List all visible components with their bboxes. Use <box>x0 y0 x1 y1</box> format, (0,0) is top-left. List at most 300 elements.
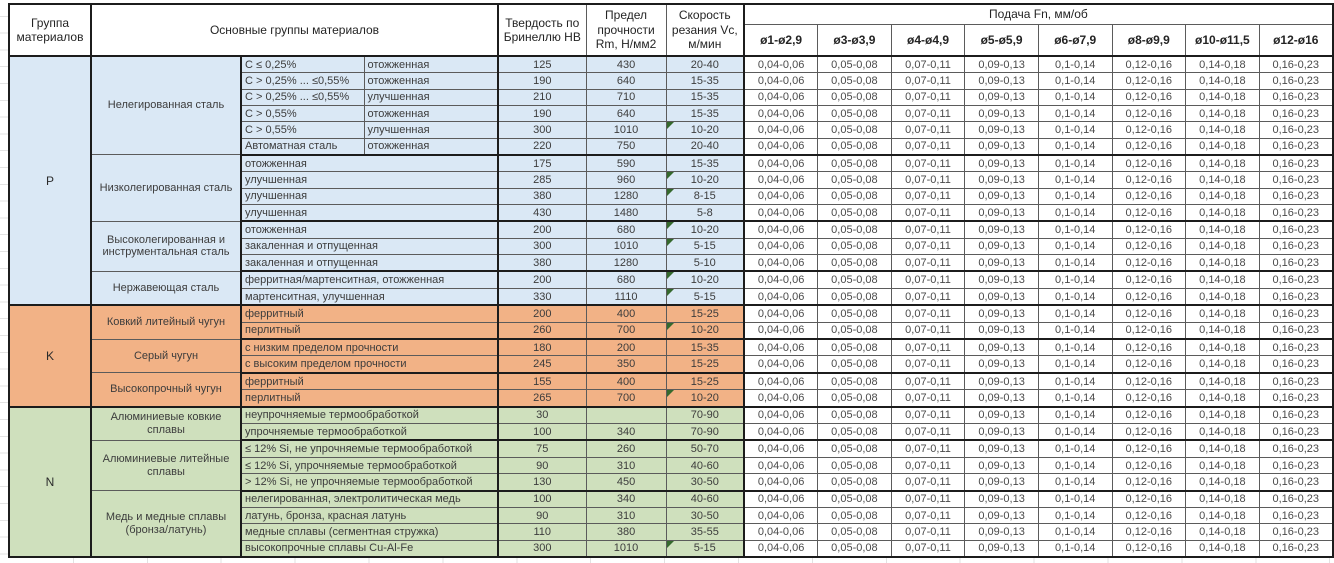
condition-cell[interactable]: улучшенная <box>241 204 498 221</box>
material-subgroup-cell[interactable]: Высокопрочный чугун <box>91 373 241 407</box>
hardness-cell[interactable]: 300 <box>498 540 586 557</box>
speed-cell[interactable]: 70-90 <box>666 424 744 441</box>
header-hardness[interactable]: Твердость по Бринеллю HB <box>498 4 586 56</box>
speed-cell[interactable]: 8-15 <box>666 188 744 204</box>
feed-cell[interactable]: 0,12-0,16 <box>1112 440 1186 457</box>
feed-cell[interactable]: 0,1-0,14 <box>1038 238 1112 254</box>
feed-cell[interactable]: 0,05-0,08 <box>818 255 892 272</box>
feed-cell[interactable]: 0,12-0,16 <box>1112 424 1186 441</box>
strength-cell[interactable]: 750 <box>586 138 666 155</box>
feed-cell[interactable]: 0,05-0,08 <box>818 105 892 121</box>
feed-cell[interactable]: 0,04-0,06 <box>744 339 818 356</box>
condition-cell[interactable]: C > 0,25% ... ≤0,55% <box>241 89 364 105</box>
feed-cell[interactable]: 0,07-0,11 <box>891 155 965 172</box>
condition-cell[interactable]: с высоким пределом прочности <box>241 356 498 373</box>
feed-cell[interactable]: 0,12-0,16 <box>1112 238 1186 254</box>
feed-cell[interactable]: 0,16-0,23 <box>1259 255 1333 272</box>
speed-cell[interactable]: 5-15 <box>666 288 744 305</box>
feed-cell[interactable]: 0,05-0,08 <box>818 305 892 322</box>
feed-cell[interactable]: 0,05-0,08 <box>818 407 892 424</box>
feed-cell[interactable]: 0,07-0,11 <box>891 238 965 254</box>
treatment-cell[interactable]: отожженная <box>364 105 498 121</box>
feed-cell[interactable]: 0,09-0,13 <box>965 271 1039 288</box>
material-subgroup-cell[interactable]: Серый чугун <box>91 339 241 373</box>
feed-cell[interactable]: 0,14-0,18 <box>1186 255 1260 272</box>
feed-cell[interactable]: 0,16-0,23 <box>1259 424 1333 441</box>
header-diameter-4[interactable]: ø5-ø5,9 <box>965 24 1039 56</box>
feed-cell[interactable]: 0,09-0,13 <box>965 339 1039 356</box>
feed-cell[interactable]: 0,07-0,11 <box>891 457 965 473</box>
condition-cell[interactable]: ферритный <box>241 373 498 390</box>
header-diameter-3[interactable]: ø4-ø4,9 <box>891 24 965 56</box>
feed-cell[interactable]: 0,16-0,23 <box>1259 524 1333 540</box>
feed-cell[interactable]: 0,16-0,23 <box>1259 221 1333 238</box>
feed-cell[interactable]: 0,04-0,06 <box>744 89 818 105</box>
condition-cell[interactable]: латунь, бронза, красная латунь <box>241 507 498 523</box>
feed-cell[interactable]: 0,14-0,18 <box>1186 424 1260 441</box>
hardness-cell[interactable]: 30 <box>498 407 586 424</box>
feed-cell[interactable]: 0,12-0,16 <box>1112 73 1186 89</box>
feed-cell[interactable]: 0,1-0,14 <box>1038 322 1112 339</box>
feed-cell[interactable]: 0,09-0,13 <box>965 221 1039 238</box>
feed-cell[interactable]: 0,09-0,13 <box>965 322 1039 339</box>
feed-cell[interactable]: 0,04-0,06 <box>744 373 818 390</box>
strength-cell[interactable]: 700 <box>586 322 666 339</box>
feed-cell[interactable]: 0,14-0,18 <box>1186 172 1260 188</box>
feed-cell[interactable]: 0,04-0,06 <box>744 122 818 138</box>
condition-cell[interactable]: закаленная и отпущенная <box>241 255 498 272</box>
speed-cell[interactable]: 40-60 <box>666 491 744 508</box>
feed-cell[interactable]: 0,04-0,06 <box>744 474 818 491</box>
feed-cell[interactable]: 0,12-0,16 <box>1112 89 1186 105</box>
feed-cell[interactable]: 0,09-0,13 <box>965 356 1039 373</box>
feed-cell[interactable]: 0,05-0,08 <box>818 238 892 254</box>
feed-cell[interactable]: 0,16-0,23 <box>1259 204 1333 221</box>
feed-cell[interactable]: 0,07-0,11 <box>891 540 965 557</box>
feed-cell[interactable]: 0,12-0,16 <box>1112 288 1186 305</box>
condition-cell[interactable]: > 12% Si, не упрочняемые термообработкой <box>241 474 498 491</box>
feed-cell[interactable]: 0,12-0,16 <box>1112 457 1186 473</box>
feed-cell[interactable]: 0,14-0,18 <box>1186 390 1260 407</box>
speed-cell[interactable]: 15-25 <box>666 356 744 373</box>
feed-cell[interactable]: 0,12-0,16 <box>1112 188 1186 204</box>
feed-cell[interactable]: 0,16-0,23 <box>1259 339 1333 356</box>
feed-cell[interactable]: 0,04-0,06 <box>744 491 818 508</box>
feed-cell[interactable]: 0,12-0,16 <box>1112 474 1186 491</box>
feed-cell[interactable]: 0,14-0,18 <box>1186 221 1260 238</box>
hardness-cell[interactable]: 265 <box>498 390 586 407</box>
feed-cell[interactable]: 0,04-0,06 <box>744 105 818 121</box>
strength-cell[interactable]: 640 <box>586 73 666 89</box>
feed-cell[interactable]: 0,14-0,18 <box>1186 339 1260 356</box>
feed-cell[interactable]: 0,16-0,23 <box>1259 89 1333 105</box>
feed-cell[interactable]: 0,07-0,11 <box>891 305 965 322</box>
feed-cell[interactable]: 0,07-0,11 <box>891 440 965 457</box>
feed-cell[interactable]: 0,12-0,16 <box>1112 507 1186 523</box>
feed-cell[interactable]: 0,16-0,23 <box>1259 56 1333 73</box>
hardness-cell[interactable]: 100 <box>498 424 586 441</box>
feed-cell[interactable]: 0,16-0,23 <box>1259 73 1333 89</box>
feed-cell[interactable]: 0,07-0,11 <box>891 356 965 373</box>
feed-cell[interactable]: 0,1-0,14 <box>1038 271 1112 288</box>
strength-cell[interactable]: 680 <box>586 271 666 288</box>
feed-cell[interactable]: 0,09-0,13 <box>965 155 1039 172</box>
hardness-cell[interactable]: 330 <box>498 288 586 305</box>
feed-cell[interactable]: 0,04-0,06 <box>744 238 818 254</box>
feed-cell[interactable]: 0,09-0,13 <box>965 491 1039 508</box>
feed-cell[interactable]: 0,07-0,11 <box>891 188 965 204</box>
feed-cell[interactable]: 0,05-0,08 <box>818 204 892 221</box>
hardness-cell[interactable]: 100 <box>498 491 586 508</box>
feed-cell[interactable]: 0,14-0,18 <box>1186 288 1260 305</box>
feed-cell[interactable]: 0,05-0,08 <box>818 457 892 473</box>
material-group-cell[interactable]: K <box>9 305 91 406</box>
condition-cell[interactable]: медные сплавы (сегментная стружка) <box>241 524 498 540</box>
condition-cell[interactable]: перлитный <box>241 322 498 339</box>
feed-cell[interactable]: 0,09-0,13 <box>965 89 1039 105</box>
feed-cell[interactable]: 0,1-0,14 <box>1038 105 1112 121</box>
feed-cell[interactable]: 0,04-0,06 <box>744 204 818 221</box>
strength-cell[interactable]: 590 <box>586 155 666 172</box>
feed-cell[interactable]: 0,16-0,23 <box>1259 122 1333 138</box>
hardness-cell[interactable]: 130 <box>498 474 586 491</box>
strength-cell[interactable]: 960 <box>586 172 666 188</box>
feed-cell[interactable]: 0,12-0,16 <box>1112 138 1186 155</box>
speed-cell[interactable]: 10-20 <box>666 390 744 407</box>
feed-cell[interactable]: 0,14-0,18 <box>1186 89 1260 105</box>
feed-cell[interactable]: 0,04-0,06 <box>744 255 818 272</box>
feed-cell[interactable]: 0,04-0,06 <box>744 524 818 540</box>
feed-cell[interactable]: 0,04-0,06 <box>744 390 818 407</box>
feed-cell[interactable]: 0,05-0,08 <box>818 424 892 441</box>
hardness-cell[interactable]: 300 <box>498 122 586 138</box>
hardness-cell[interactable]: 260 <box>498 322 586 339</box>
feed-cell[interactable]: 0,1-0,14 <box>1038 540 1112 557</box>
strength-cell[interactable]: 340 <box>586 424 666 441</box>
condition-cell[interactable]: ферритная/мартенситная, отожженная <box>241 271 498 288</box>
feed-cell[interactable]: 0,09-0,13 <box>965 288 1039 305</box>
feed-cell[interactable]: 0,14-0,18 <box>1186 322 1260 339</box>
hardness-cell[interactable]: 110 <box>498 524 586 540</box>
speed-cell[interactable]: 10-20 <box>666 122 744 138</box>
feed-cell[interactable]: 0,12-0,16 <box>1112 204 1186 221</box>
feed-cell[interactable]: 0,07-0,11 <box>891 122 965 138</box>
hardness-cell[interactable]: 210 <box>498 89 586 105</box>
feed-cell[interactable]: 0,1-0,14 <box>1038 356 1112 373</box>
feed-cell[interactable]: 0,14-0,18 <box>1186 73 1260 89</box>
treatment-cell[interactable]: отожженная <box>364 56 498 73</box>
feed-cell[interactable]: 0,04-0,06 <box>744 73 818 89</box>
material-group-cell[interactable]: P <box>9 56 91 305</box>
material-subgroup-cell[interactable]: Низколегированная сталь <box>91 155 241 221</box>
feed-cell[interactable]: 0,16-0,23 <box>1259 540 1333 557</box>
header-material-group[interactable]: Группа материалов <box>9 4 91 56</box>
condition-cell[interactable]: упрочняемые термообработкой <box>241 424 498 441</box>
feed-cell[interactable]: 0,16-0,23 <box>1259 356 1333 373</box>
feed-cell[interactable]: 0,07-0,11 <box>891 390 965 407</box>
condition-cell[interactable]: ферритный <box>241 305 498 322</box>
condition-cell[interactable]: улучшенная <box>241 172 498 188</box>
feed-cell[interactable]: 0,09-0,13 <box>965 540 1039 557</box>
feed-cell[interactable]: 0,1-0,14 <box>1038 288 1112 305</box>
treatment-cell[interactable]: отожженная <box>364 138 498 155</box>
feed-cell[interactable]: 0,14-0,18 <box>1186 188 1260 204</box>
feed-cell[interactable]: 0,04-0,06 <box>744 356 818 373</box>
strength-cell[interactable]: 340 <box>586 491 666 508</box>
feed-cell[interactable]: 0,12-0,16 <box>1112 155 1186 172</box>
feed-cell[interactable]: 0,04-0,06 <box>744 288 818 305</box>
hardness-cell[interactable]: 220 <box>498 138 586 155</box>
strength-cell[interactable]: 1010 <box>586 238 666 254</box>
strength-cell[interactable]: 200 <box>586 339 666 356</box>
speed-cell[interactable]: 15-35 <box>666 339 744 356</box>
feed-cell[interactable]: 0,1-0,14 <box>1038 305 1112 322</box>
condition-cell[interactable]: ≤ 12% Si, не упрочняемые термообработкой <box>241 440 498 457</box>
condition-cell[interactable]: перлитный <box>241 390 498 407</box>
feed-cell[interactable]: 0,04-0,06 <box>744 424 818 441</box>
feed-cell[interactable]: 0,1-0,14 <box>1038 73 1112 89</box>
hardness-cell[interactable]: 380 <box>498 255 586 272</box>
strength-cell[interactable]: 400 <box>586 305 666 322</box>
feed-cell[interactable]: 0,07-0,11 <box>891 474 965 491</box>
condition-cell[interactable]: закаленная и отпущенная <box>241 238 498 254</box>
speed-cell[interactable]: 5-10 <box>666 255 744 272</box>
feed-cell[interactable]: 0,05-0,08 <box>818 491 892 508</box>
strength-cell[interactable]: 450 <box>586 474 666 491</box>
strength-cell[interactable]: 1280 <box>586 255 666 272</box>
feed-cell[interactable]: 0,05-0,08 <box>818 56 892 73</box>
hardness-cell[interactable]: 155 <box>498 373 586 390</box>
feed-cell[interactable]: 0,04-0,06 <box>744 440 818 457</box>
feed-cell[interactable]: 0,09-0,13 <box>965 390 1039 407</box>
feed-cell[interactable]: 0,05-0,08 <box>818 540 892 557</box>
feed-cell[interactable]: 0,12-0,16 <box>1112 373 1186 390</box>
feed-cell[interactable]: 0,14-0,18 <box>1186 524 1260 540</box>
hardness-cell[interactable]: 75 <box>498 440 586 457</box>
header-diameter-8[interactable]: ø12-ø16 <box>1259 24 1333 56</box>
feed-cell[interactable]: 0,1-0,14 <box>1038 373 1112 390</box>
header-feed[interactable]: Подача Fn, мм/об <box>744 4 1333 24</box>
feed-cell[interactable]: 0,16-0,23 <box>1259 271 1333 288</box>
feed-cell[interactable]: 0,14-0,18 <box>1186 474 1260 491</box>
feed-cell[interactable]: 0,04-0,06 <box>744 540 818 557</box>
header-diameter-6[interactable]: ø8-ø9,9 <box>1112 24 1186 56</box>
feed-cell[interactable]: 0,1-0,14 <box>1038 172 1112 188</box>
feed-cell[interactable]: 0,04-0,06 <box>744 172 818 188</box>
feed-cell[interactable]: 0,07-0,11 <box>891 524 965 540</box>
feed-cell[interactable]: 0,07-0,11 <box>891 204 965 221</box>
speed-cell[interactable]: 5-15 <box>666 540 744 557</box>
feed-cell[interactable]: 0,09-0,13 <box>965 122 1039 138</box>
hardness-cell[interactable]: 245 <box>498 356 586 373</box>
feed-cell[interactable]: 0,05-0,08 <box>818 390 892 407</box>
speed-cell[interactable]: 30-50 <box>666 507 744 523</box>
feed-cell[interactable]: 0,14-0,18 <box>1186 540 1260 557</box>
feed-cell[interactable]: 0,05-0,08 <box>818 73 892 89</box>
feed-cell[interactable]: 0,07-0,11 <box>891 507 965 523</box>
feed-cell[interactable]: 0,16-0,23 <box>1259 172 1333 188</box>
condition-cell[interactable]: отожженная <box>241 221 498 238</box>
feed-cell[interactable]: 0,09-0,13 <box>965 73 1039 89</box>
feed-cell[interactable]: 0,1-0,14 <box>1038 188 1112 204</box>
feed-cell[interactable]: 0,05-0,08 <box>818 322 892 339</box>
feed-cell[interactable]: 0,14-0,18 <box>1186 373 1260 390</box>
feed-cell[interactable]: 0,14-0,18 <box>1186 122 1260 138</box>
feed-cell[interactable]: 0,16-0,23 <box>1259 322 1333 339</box>
feed-cell[interactable]: 0,07-0,11 <box>891 424 965 441</box>
feed-cell[interactable]: 0,09-0,13 <box>965 56 1039 73</box>
feed-cell[interactable]: 0,16-0,23 <box>1259 491 1333 508</box>
feed-cell[interactable]: 0,1-0,14 <box>1038 474 1112 491</box>
feed-cell[interactable]: 0,16-0,23 <box>1259 507 1333 523</box>
feed-cell[interactable]: 0,12-0,16 <box>1112 491 1186 508</box>
strength-cell[interactable]: 710 <box>586 89 666 105</box>
feed-cell[interactable]: 0,09-0,13 <box>965 457 1039 473</box>
header-diameter-5[interactable]: ø6-ø7,9 <box>1038 24 1112 56</box>
feed-cell[interactable]: 0,04-0,06 <box>744 407 818 424</box>
strength-cell[interactable]: 350 <box>586 356 666 373</box>
feed-cell[interactable]: 0,04-0,06 <box>744 271 818 288</box>
hardness-cell[interactable]: 200 <box>498 305 586 322</box>
feed-cell[interactable]: 0,07-0,11 <box>891 255 965 272</box>
speed-cell[interactable]: 10-20 <box>666 221 744 238</box>
feed-cell[interactable]: 0,09-0,13 <box>965 474 1039 491</box>
feed-cell[interactable]: 0,05-0,08 <box>818 138 892 155</box>
feed-cell[interactable]: 0,12-0,16 <box>1112 271 1186 288</box>
material-subgroup-cell[interactable]: Ковкий литейный чугун <box>91 305 241 339</box>
feed-cell[interactable]: 0,1-0,14 <box>1038 390 1112 407</box>
feed-cell[interactable]: 0,07-0,11 <box>891 322 965 339</box>
feed-cell[interactable]: 0,12-0,16 <box>1112 255 1186 272</box>
speed-cell[interactable]: 15-25 <box>666 373 744 390</box>
feed-cell[interactable]: 0,05-0,08 <box>818 288 892 305</box>
header-diameter-7[interactable]: ø10-ø11,5 <box>1186 24 1260 56</box>
material-group-cell[interactable]: N <box>9 407 91 557</box>
strength-cell[interactable]: 1010 <box>586 540 666 557</box>
feed-cell[interactable]: 0,05-0,08 <box>818 356 892 373</box>
hardness-cell[interactable]: 380 <box>498 188 586 204</box>
feed-cell[interactable]: 0,07-0,11 <box>891 73 965 89</box>
feed-cell[interactable]: 0,12-0,16 <box>1112 105 1186 121</box>
hardness-cell[interactable]: 175 <box>498 155 586 172</box>
feed-cell[interactable]: 0,07-0,11 <box>891 105 965 121</box>
feed-cell[interactable]: 0,12-0,16 <box>1112 524 1186 540</box>
feed-cell[interactable]: 0,16-0,23 <box>1259 457 1333 473</box>
feed-cell[interactable]: 0,05-0,08 <box>818 155 892 172</box>
condition-cell[interactable]: C > 0,55% <box>241 105 364 121</box>
feed-cell[interactable]: 0,09-0,13 <box>965 440 1039 457</box>
feed-cell[interactable]: 0,16-0,23 <box>1259 305 1333 322</box>
hardness-cell[interactable]: 190 <box>498 105 586 121</box>
strength-cell[interactable]: 310 <box>586 457 666 473</box>
strength-cell[interactable]: 680 <box>586 221 666 238</box>
feed-cell[interactable]: 0,16-0,23 <box>1259 138 1333 155</box>
feed-cell[interactable]: 0,09-0,13 <box>965 188 1039 204</box>
strength-cell[interactable]: 400 <box>586 373 666 390</box>
speed-cell[interactable]: 70-90 <box>666 407 744 424</box>
speed-cell[interactable]: 20-40 <box>666 138 744 155</box>
feed-cell[interactable]: 0,12-0,16 <box>1112 322 1186 339</box>
strength-cell[interactable]: 1280 <box>586 188 666 204</box>
feed-cell[interactable]: 0,05-0,08 <box>818 221 892 238</box>
strength-cell[interactable]: 260 <box>586 440 666 457</box>
feed-cell[interactable]: 0,1-0,14 <box>1038 255 1112 272</box>
speed-cell[interactable]: 35-55 <box>666 524 744 540</box>
feed-cell[interactable]: 0,05-0,08 <box>818 524 892 540</box>
feed-cell[interactable]: 0,04-0,06 <box>744 305 818 322</box>
condition-cell[interactable]: мартенситная, улучшенная <box>241 288 498 305</box>
feed-cell[interactable]: 0,04-0,06 <box>744 188 818 204</box>
treatment-cell[interactable]: отожженная <box>364 73 498 89</box>
feed-cell[interactable]: 0,09-0,13 <box>965 424 1039 441</box>
feed-cell[interactable]: 0,14-0,18 <box>1186 204 1260 221</box>
feed-cell[interactable]: 0,05-0,08 <box>818 271 892 288</box>
feed-cell[interactable]: 0,12-0,16 <box>1112 305 1186 322</box>
feed-cell[interactable]: 0,1-0,14 <box>1038 155 1112 172</box>
feed-cell[interactable]: 0,04-0,06 <box>744 322 818 339</box>
feed-cell[interactable]: 0,07-0,11 <box>891 221 965 238</box>
feed-cell[interactable]: 0,07-0,11 <box>891 407 965 424</box>
feed-cell[interactable]: 0,07-0,11 <box>891 271 965 288</box>
header-main-groups[interactable]: Основные группы материалов <box>91 4 498 56</box>
header-strength[interactable]: Предел прочности Rm, Н/мм2 <box>586 4 666 56</box>
feed-cell[interactable]: 0,16-0,23 <box>1259 238 1333 254</box>
feed-cell[interactable]: 0,1-0,14 <box>1038 339 1112 356</box>
feed-cell[interactable]: 0,14-0,18 <box>1186 440 1260 457</box>
feed-cell[interactable]: 0,14-0,18 <box>1186 56 1260 73</box>
material-subgroup-cell[interactable]: Медь и медные сплавы (бронза/латунь) <box>91 491 241 557</box>
speed-cell[interactable]: 15-35 <box>666 105 744 121</box>
strength-cell[interactable]: 430 <box>586 56 666 73</box>
feed-cell[interactable]: 0,09-0,13 <box>965 407 1039 424</box>
hardness-cell[interactable]: 180 <box>498 339 586 356</box>
feed-cell[interactable]: 0,07-0,11 <box>891 373 965 390</box>
feed-cell[interactable]: 0,14-0,18 <box>1186 238 1260 254</box>
hardness-cell[interactable]: 200 <box>498 271 586 288</box>
speed-cell[interactable]: 30-50 <box>666 474 744 491</box>
feed-cell[interactable]: 0,09-0,13 <box>965 507 1039 523</box>
feed-cell[interactable]: 0,09-0,13 <box>965 204 1039 221</box>
feed-cell[interactable]: 0,1-0,14 <box>1038 221 1112 238</box>
speed-cell[interactable]: 40-60 <box>666 457 744 473</box>
hardness-cell[interactable]: 200 <box>498 221 586 238</box>
speed-cell[interactable]: 5-8 <box>666 204 744 221</box>
feed-cell[interactable]: 0,12-0,16 <box>1112 221 1186 238</box>
hardness-cell[interactable]: 90 <box>498 457 586 473</box>
condition-cell[interactable]: C > 0,55% <box>241 122 364 138</box>
condition-cell[interactable]: улучшенная <box>241 188 498 204</box>
feed-cell[interactable]: 0,1-0,14 <box>1038 491 1112 508</box>
feed-cell[interactable]: 0,09-0,13 <box>965 255 1039 272</box>
speed-cell[interactable]: 15-35 <box>666 89 744 105</box>
feed-cell[interactable]: 0,05-0,08 <box>818 188 892 204</box>
speed-cell[interactable]: 15-25 <box>666 305 744 322</box>
condition-cell[interactable]: высокопрочные сплавы Cu-Al-Fe <box>241 540 498 557</box>
feed-cell[interactable]: 0,09-0,13 <box>965 138 1039 155</box>
feed-cell[interactable]: 0,1-0,14 <box>1038 122 1112 138</box>
feed-cell[interactable]: 0,04-0,06 <box>744 221 818 238</box>
feed-cell[interactable]: 0,1-0,14 <box>1038 457 1112 473</box>
feed-cell[interactable]: 0,07-0,11 <box>891 339 965 356</box>
feed-cell[interactable]: 0,12-0,16 <box>1112 339 1186 356</box>
header-speed[interactable]: Скорость резания Vc, м/мин <box>666 4 744 56</box>
material-subgroup-cell[interactable]: Высоколегированная и инструментальная сталь <box>91 221 241 271</box>
strength-cell[interactable]: 640 <box>586 105 666 121</box>
feed-cell[interactable]: 0,09-0,13 <box>965 238 1039 254</box>
feed-cell[interactable]: 0,05-0,08 <box>818 122 892 138</box>
feed-cell[interactable]: 0,16-0,23 <box>1259 440 1333 457</box>
strength-cell[interactable]: 380 <box>586 524 666 540</box>
